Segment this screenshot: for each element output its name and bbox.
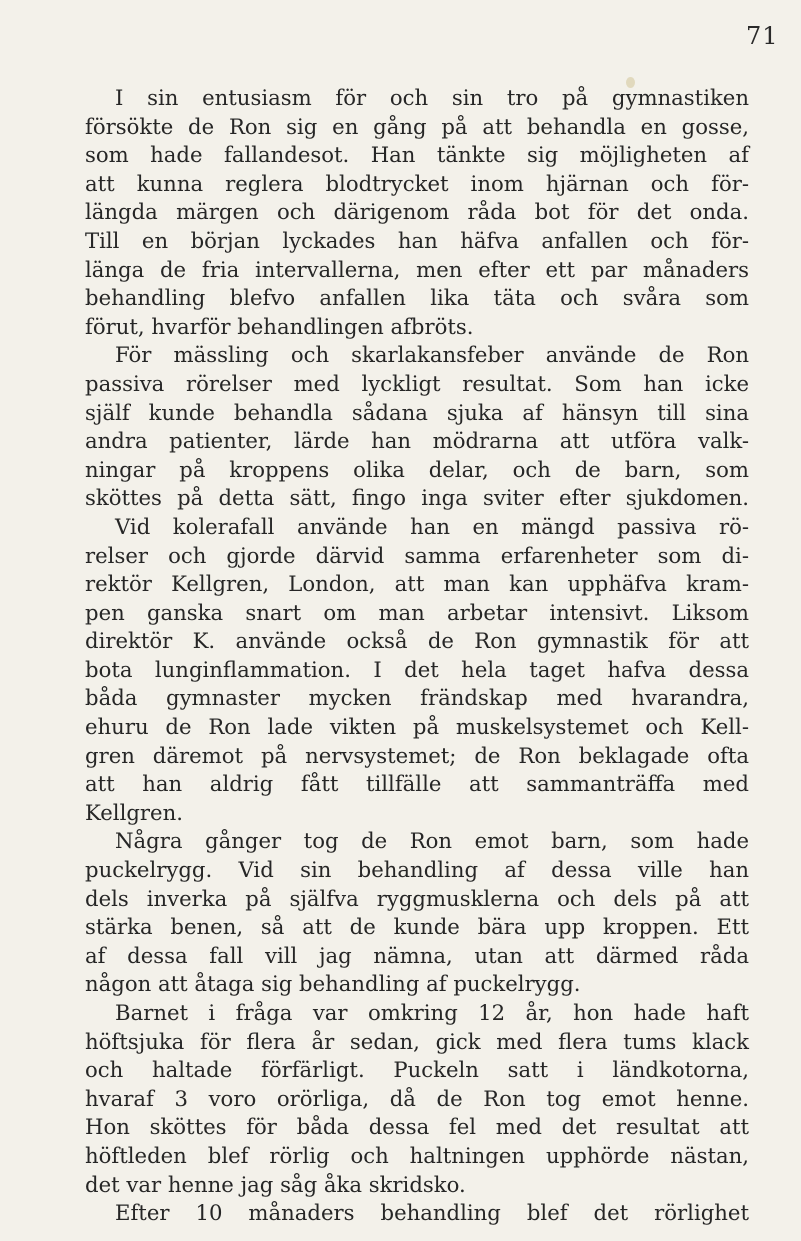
text-line: själf kunde behandla sådana sjuka af hänsyn till sina [85,399,749,425]
text-line: Till en början lyckades han häfva anfallen och för- [85,227,749,253]
text-line: förut, hvarför behandlingen afbröts. [85,313,474,339]
text-line: att kunna reglera blodtrycket inom hjärnan och för- [85,170,749,196]
text-line: Hon sköttes för båda dessa fel med det resultat att [85,1114,749,1140]
text-line: stärka benen, så att de kunde bära upp kroppen. Ett [85,914,749,940]
text-line: länga de fria intervallerna, men efter ett par månaders [85,256,749,282]
text-line: längda märgen och därigenom råda bot för det onda. [85,199,749,225]
text-line: och haltade förfärligt. Puckeln satt i ländkotorna, [85,1057,749,1083]
text-line: passiva rörelser med lyckligt resultat. Som han icke [85,370,749,396]
text-line: någon att åtaga sig behandling af puckelrygg. [85,971,581,997]
text-line: behandling blefvo anfallen lika täta och svåra som [85,285,749,311]
text-line: pen ganska snart om man arbetar intensivt. Liksom [85,599,749,625]
text-line: försökte de Ron sig en gång på att behandla en gosse, [85,113,749,139]
text-line: af dessa fall vill jag nämna, utan att därmed råda [85,942,749,968]
text-line: att han aldrig fått tillfälle att sammanträffa med [85,771,749,797]
text-line: Efter 10 månaders behandling blef det rörlighet [115,1200,749,1226]
text-line: andra patienter, lärde han mödrarna att utföra valk- [85,428,749,454]
text-line: relser och gjorde därvid samma erfarenheter som di- [85,542,749,568]
text-line: direktör K. använde också de Ron gymnastik för att [85,628,749,654]
text-line: båda gymnaster mycken frändskap med hvarandra, [85,685,749,711]
text-line: Vid kolerafall använde han en mängd passiva rö- [115,513,749,539]
text-line: höftsjuka för flera år sedan, gick med flera tums klack [85,1028,749,1054]
text-line: dels inverka på själfva ryggmusklerna och dels på att [85,885,749,911]
page-number: 71 [746,22,779,50]
text-line: det var henne jag såg åka skridsko. [85,1171,466,1197]
text-line: hvaraf 3 voro orörliga, då de Ron tog emot henne. [85,1085,749,1111]
text-line: I sin entusiasm för och sin tro på gymnastiken [115,85,749,110]
text-line: Några gånger tog de Ron emot barn, som hade [115,828,749,854]
text-line: ningar på kroppens olika delar, och de barn, som [85,456,749,482]
text-line: För mässling och skarlakansfeber använde de Ron [115,342,749,368]
text-line: Barnet i fråga var omkring 12 år, hon hade haft [115,1000,749,1025]
text-line: Kellgren. [85,799,183,825]
text-line: sköttes på detta sätt, fingo inga sviter efter sjukdomen. [85,485,749,511]
text-line: rektör Kellgren, London, att man kan upphäfva kram- [85,571,749,597]
text-line: puckelrygg. Vid sin behandling af dessa ville han [85,857,749,883]
body-text [85,84,749,1228]
text-line: gren däremot på nervsystemet; de Ron beklagade ofta [85,742,749,768]
text-line: ehuru de Ron lade vikten på muskelsystemet och Kell- [85,714,749,740]
text-line: som hade fallandesot. Han tänkte sig möjligheten af [85,142,749,168]
text-line: höftleden blef rörlig och haltningen upphörde nästan, [85,1142,749,1168]
text-line: bota lunginflammation. I det hela taget hafva dessa [85,656,749,682]
